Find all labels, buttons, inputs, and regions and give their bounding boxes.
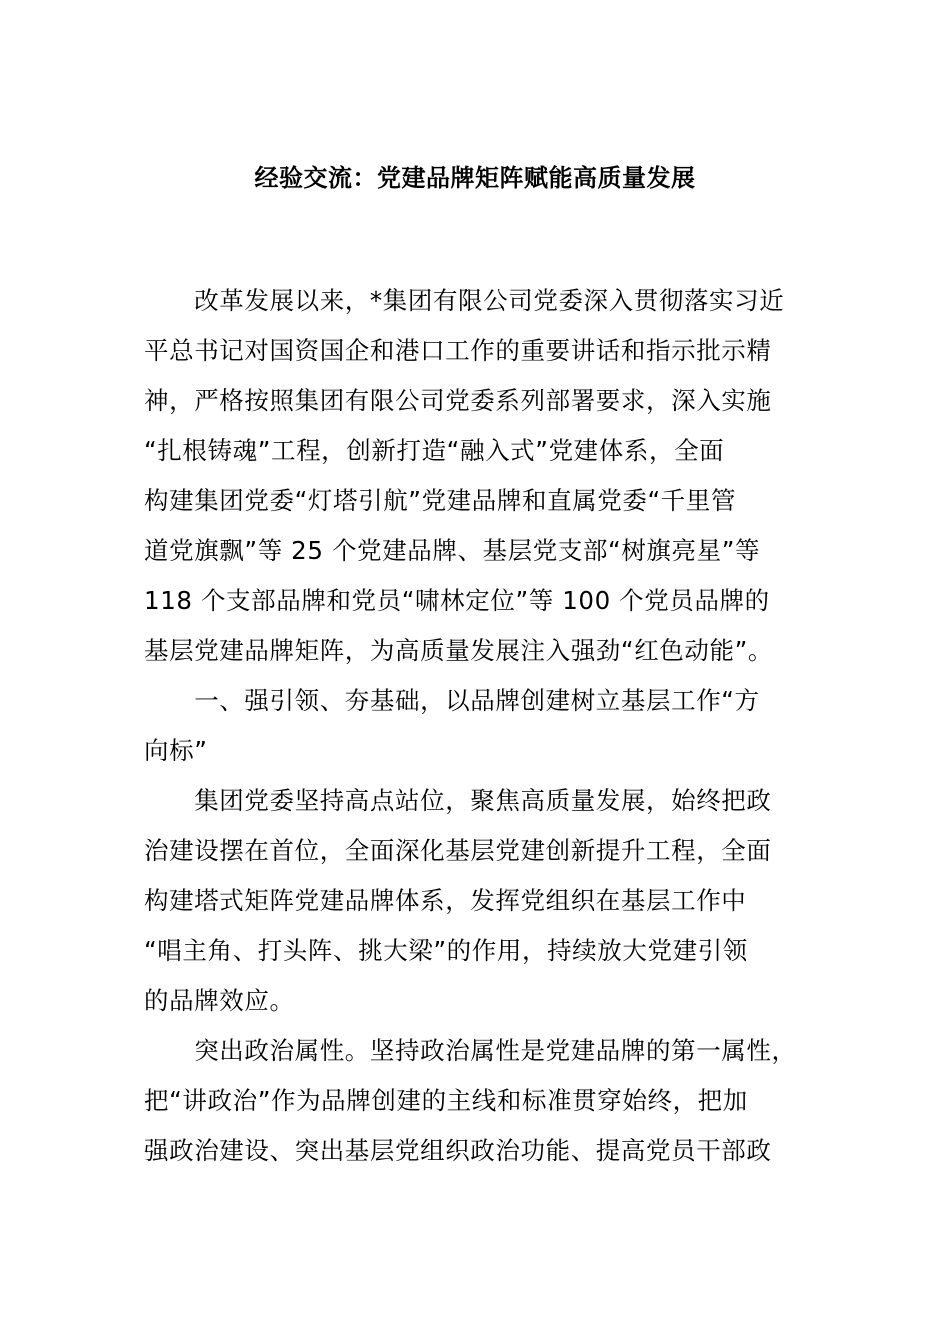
body-line: “唱主角、打头阵、挑大梁”的作用，持续放大党建引领 [144,936,748,965]
body-line: 构建集团党委“灯塔引航”党建品牌和直属党委“千里管 [144,486,737,515]
body-line: “扎根铸魂”工程，创新打造“融入式”党建体系，全面 [144,436,725,465]
body-line: 改革发展以来，*集团有限公司党委深入贯彻落实习近 [144,286,785,315]
body-line: 神，严格按照集团有限公司党委系列部署要求，深入实施 [144,386,772,415]
body-line: 强政治建设、突出基层党组织政治功能、提高党员干部政 [144,1136,772,1165]
body-line: 平总书记对国资国企和港口工作的重要讲话和指示批示精 [144,336,772,365]
body-line: 道党旗飘”等 25 个党建品牌、基层党支部“树旗亮星”等 [144,536,761,565]
body-line: 的品牌效应。 [144,986,295,1015]
body-line: 基层党建品牌矩阵，为高质量发展注入强劲“红色动能”。 [144,636,773,665]
body-line: 118 个支部品牌和党员“啸林定位”等 100 个党员品牌的 [144,586,770,615]
body-line: 突出政治属性。坚持政治属性是党建品牌的第一属性， [144,1036,797,1065]
section-heading-line: 一、强引领、夯基础，以品牌创建树立基层工作“方 [144,686,760,715]
section-heading-line: 向标” [144,736,208,765]
document-title: 经验交流：党建品牌矩阵赋能高质量发展 [254,164,696,192]
body-line: 集团党委坚持高点站位，聚焦高质量发展，始终把政 [144,786,772,815]
body-line: 治建设摆在首位，全面深化基层党建创新提升工程，全面 [144,836,772,865]
body-line: 把“讲政治”作为品牌创建的主线和标准贯穿始终，把加 [144,1086,748,1115]
body-line: 构建塔式矩阵党建品牌体系，发挥党组织在基层工作中 [144,886,747,915]
